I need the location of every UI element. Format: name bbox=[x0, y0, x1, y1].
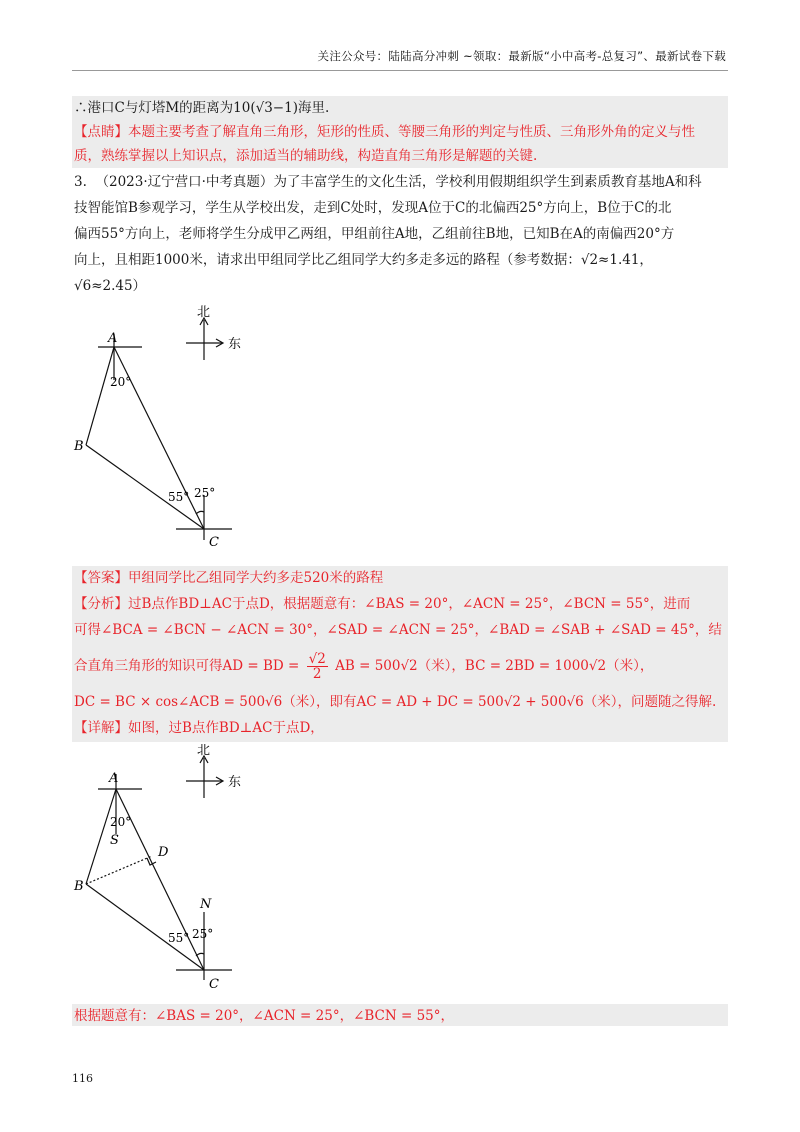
fig2-label-east: 东 bbox=[228, 775, 242, 790]
fig1-line-AB bbox=[86, 347, 114, 445]
fig2-label-A: A bbox=[109, 771, 119, 786]
figure-1 bbox=[72, 300, 272, 560]
page-header: 关注公众号：陆陆高分冲刺 ~领取：最新版“小中高考-总复习”、最新试卷下载 bbox=[317, 49, 726, 63]
fig1-angle-arc bbox=[196, 511, 204, 514]
point-comment-tag: 【点睛】 bbox=[74, 124, 128, 140]
problem-number: 3. bbox=[74, 174, 87, 190]
fig1-angle-25: 25° bbox=[194, 486, 216, 500]
point-comment-line1 bbox=[74, 122, 695, 142]
problem-line4: 向上，且相距1000米，请求出甲组同学比乙组同学大约多走多远的路程（参考数据：√2≈1.41， bbox=[74, 252, 653, 268]
fig2-angle-25: 25° bbox=[192, 927, 214, 941]
analysis-line3 bbox=[74, 652, 653, 681]
fig2-label-D: D bbox=[158, 845, 169, 860]
analysis-text1: 过B点作BD⊥AC于点D，根据题意有：∠BAS = 20°，∠ACN = 25°，∠BCN = 55°，进而 bbox=[128, 596, 691, 612]
analysis-tag: 【分析】 bbox=[74, 596, 128, 612]
fig2-label-S: S bbox=[110, 833, 119, 848]
point-comment-line2: 质，熟练掌握以上知识点，添加适当的辅助线，构造直角三角形是解题的关键. bbox=[74, 148, 538, 164]
figure-2 bbox=[72, 744, 242, 996]
fig2-label-B: B bbox=[74, 879, 84, 894]
fig2-label-N: N bbox=[200, 897, 212, 912]
fig1-angle-20: 20° bbox=[110, 375, 132, 389]
fraction-numerator: √2 bbox=[308, 651, 326, 667]
fig2-label-north: 北 bbox=[197, 744, 211, 758]
detail-text: 如图，过B点作BD⊥AC于点D， bbox=[128, 720, 324, 736]
detail-tag: 【详解】 bbox=[74, 720, 128, 736]
fig1-angle-55: 55° bbox=[168, 490, 190, 504]
problem-line2: 技智能馆B参观学习，学生从学校出发，走到C处时，发现A位于C的北偏西25°方向上，B位于C的北 bbox=[74, 200, 672, 216]
analysis-text3a: 合直角三角形的知识可得AD = BD = bbox=[74, 658, 300, 674]
problem-line5: √6≈2.45） bbox=[74, 278, 147, 294]
fig2-label-C: C bbox=[209, 977, 219, 992]
final-line: 根据题意有：∠BAS = 20°，∠ACN = 25°，∠BCN = 55°， bbox=[74, 1008, 455, 1024]
fig1-label-C: C bbox=[209, 535, 219, 550]
fig2-angle-20: 20° bbox=[110, 815, 132, 829]
fig1-label-A: A bbox=[108, 331, 118, 346]
answer-text: 甲组同学比乙组同学大约多走520米的路程 bbox=[128, 570, 384, 586]
analysis-line1 bbox=[74, 594, 690, 614]
problem-text1: 为了丰富学生的文化生活，学校利用假期组织学生到素质教育基地A和科 bbox=[273, 174, 702, 190]
fraction bbox=[307, 652, 328, 681]
header-divider bbox=[72, 70, 728, 71]
analysis-line2: 可得∠BCA = ∠BCN − ∠ACN = 30°，∠SAD = ∠ACN = 25°，∠BAD = ∠SAB + ∠SAD = 45°，结 bbox=[74, 622, 722, 638]
page-number: 116 bbox=[72, 1072, 93, 1085]
answer-line bbox=[74, 568, 383, 588]
fig1-label-east: 东 bbox=[228, 337, 242, 352]
fig1-line-BC bbox=[86, 445, 204, 529]
fraction-denominator: 2 bbox=[312, 666, 322, 682]
problem-line3: 偏西55°方向上，老师将学生分成甲乙两组，甲组前往A地，乙组前往B地，已知B在A的南偏西20°方 bbox=[74, 226, 675, 242]
answer-tag: 【答案】 bbox=[74, 570, 128, 586]
analysis-text3b: AB = 500√2（米），BC = 2BD = 1000√2（米）， bbox=[335, 658, 654, 674]
problem-line1 bbox=[74, 172, 702, 192]
detail-line bbox=[74, 718, 324, 738]
analysis-line4: DC = BC × cos∠ACB = 500√6（米），即有AC = AD + DC = 500√2 + 500√6（米），问题随之得解. bbox=[74, 694, 717, 710]
fig1-label-B: B bbox=[74, 439, 84, 454]
fig2-angle-55: 55° bbox=[168, 931, 190, 945]
conclusion-line: ∴港口C与灯塔M的距离为10(√3−1)海里. bbox=[74, 100, 330, 116]
fig1-label-north: 北 bbox=[197, 305, 211, 320]
point-comment-text1: 本题主要考查了解直角三角形，矩形的性质、等腰三角形的判定与性质、三角形外角的定义与性 bbox=[128, 124, 695, 140]
fig2-background bbox=[72, 744, 242, 996]
problem-source: （2023·辽宁营口·中考真题） bbox=[95, 174, 274, 190]
